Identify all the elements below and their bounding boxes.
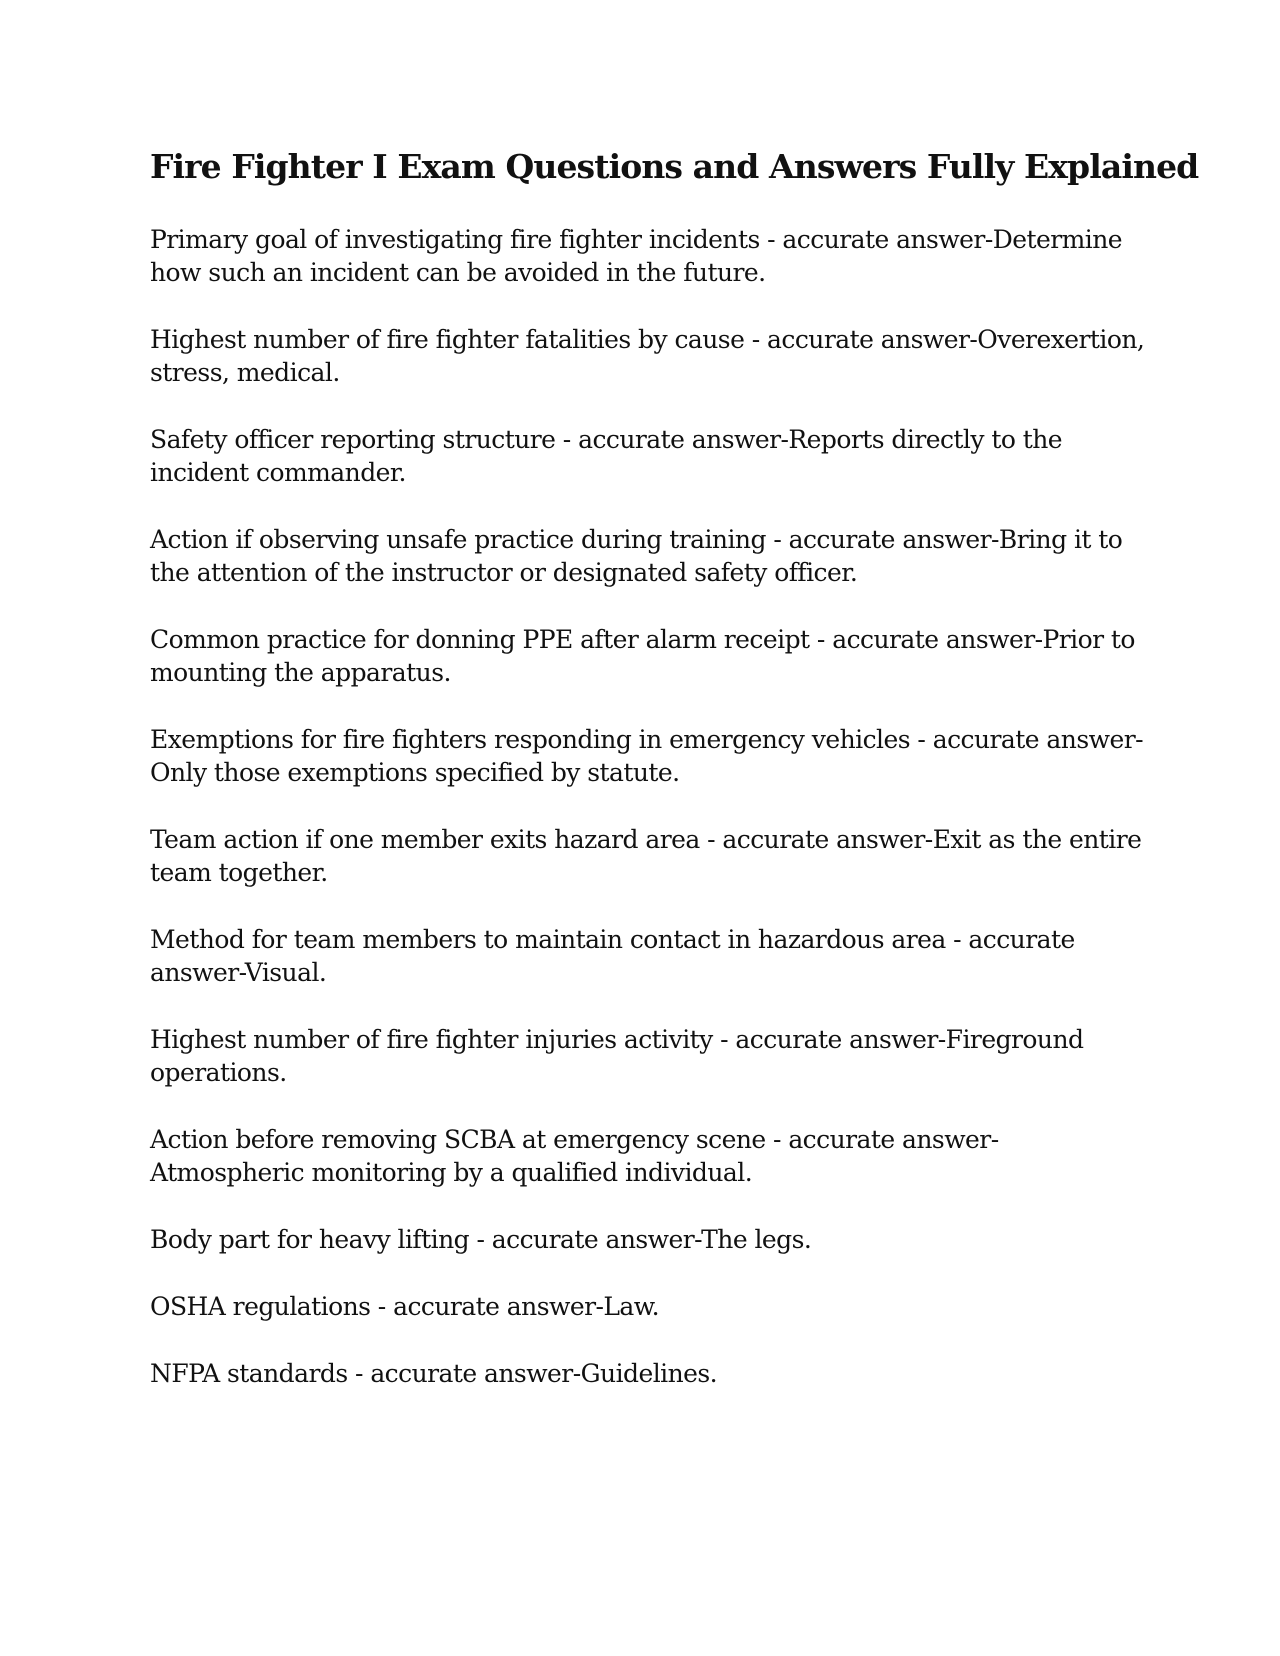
qa-item: Highest number of fire fighter fatalities by cause - accurate answer-Overexertion, stress, medical. [150, 325, 1145, 387]
qa-item: Primary goal of investigating fire fighter incidents - accurate answer-Determine how such an incident can be avoided in the future. [150, 225, 1122, 287]
qa-item: OSHA regulations - accurate answer-Law. [150, 1292, 660, 1321]
qa-item: Exemptions for fire fighters responding in emergency vehicles - accurate answer-Only those exemptions specified by statute. [150, 725, 1143, 787]
qa-item: Body part for heavy lifting - accurate answer-The legs. [150, 1225, 812, 1254]
qa-item: Safety officer reporting structure - accurate answer-Reports directly to the incident commander. [150, 425, 1063, 487]
qa-item: Highest number of fire fighter injuries activity - accurate answer-Fireground operations. [150, 1025, 1084, 1087]
qa-item: Action if observing unsafe practice during training - accurate answer-Bring it to the attention of the instructor or designated safety officer. [150, 525, 1123, 587]
qa-item: NFPA standards - accurate answer-Guidelines. [150, 1359, 718, 1388]
document-content [150, 145, 1199, 1424]
qa-item: Team action if one member exits hazard area - accurate answer-Exit as the entire team together. [150, 825, 1142, 887]
qa-item: Action before removing SCBA at emergency scene - accurate answer-Atmospheric monitoring by a qualified individual. [150, 1125, 999, 1187]
qa-item: Common practice for donning PPE after alarm receipt - accurate answer-Prior to mounting the apparatus. [150, 625, 1135, 687]
qa-item: Method for team members to maintain contact in hazardous area - accurate answer-Visual. [150, 925, 1075, 987]
qa-list [150, 223, 1150, 1390]
document-title: Fire Fighter I Exam Questions and Answers Fully Explained [150, 147, 1199, 186]
